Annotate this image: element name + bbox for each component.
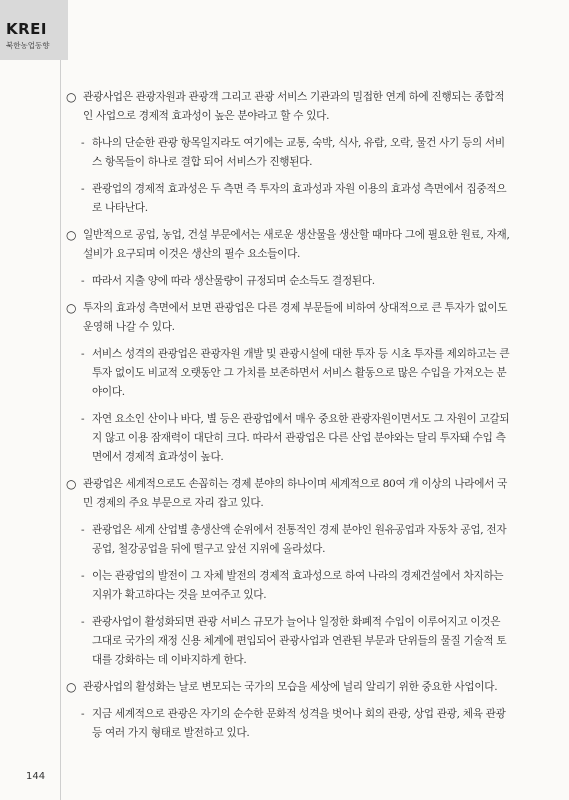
dash-bullet-icon: - <box>81 137 85 149</box>
sub-item <box>66 410 513 467</box>
dash-bullet-icon: - <box>81 570 85 582</box>
dash-bullet-icon: - <box>81 708 85 720</box>
circle-bullet-icon: ○ <box>66 90 77 104</box>
sub-item <box>66 180 513 218</box>
bullet-paragraph <box>66 475 513 513</box>
bullet-paragraph <box>66 678 513 697</box>
bullet-paragraph <box>66 88 513 126</box>
sub-item-text: 지금 세계적으로 관광은 자기의 순수한 문화적 성격을 벗어나 회의 관광, 상업 관광, 체육 관광 등 여러 가지 형태로 발전하고 있다. <box>92 708 506 739</box>
bullet-paragraph <box>66 299 513 337</box>
dash-bullet-icon: - <box>81 275 85 287</box>
dash-bullet-icon: - <box>81 183 85 195</box>
brand-logo-text: KREI <box>6 20 48 38</box>
dash-bullet-icon: - <box>81 616 85 628</box>
sub-item <box>66 705 513 743</box>
sub-item-text: 따라서 지출 양에 따라 생산물량이 규정되며 순소득도 결정된다. <box>92 275 375 287</box>
dash-bullet-icon: - <box>81 413 85 425</box>
sub-item-text: 하나의 단순한 관광 항목일지라도 여기에는 교통, 숙박, 식사, 유람, 오락, 물건 사기 등의 서비스 항목들이 하나로 결합 되어 서비스가 진행된다. <box>92 137 505 168</box>
sub-item <box>66 134 513 172</box>
circle-bullet-icon: ○ <box>66 301 77 315</box>
sub-item-text: 관광사업이 활성화되면 관광 서비스 규모가 늘어나 일정한 화폐적 수입이 이루어지고 이것은 그대로 국가의 재정 신용 체계에 편입되어 관광사업과 연관된 부문과 단위들의 물질 기술적 토대를 강화하는 데 이바지하게 한다. <box>92 616 507 666</box>
sub-item <box>66 272 513 291</box>
sub-item <box>66 345 513 402</box>
header-tab <box>0 0 68 60</box>
circle-bullet-icon: ○ <box>66 680 77 694</box>
circle-bullet-icon: ○ <box>66 228 77 242</box>
circle-bullet-icon: ○ <box>66 477 77 491</box>
sub-item-text: 이는 관광업의 발전이 그 자체 발전의 경제적 효과성으로 하여 나라의 경제건설에서 차지하는 지위가 확고하다는 것을 보여주고 있다. <box>92 570 504 601</box>
sub-item <box>66 521 513 559</box>
page-number: 144 <box>26 771 46 782</box>
sub-item-text: 서비스 성격의 관광업은 관광자원 개발 및 관광시설에 대한 투자 등 시초 투자를 제외하고는 큰 투자 없이도 비교적 오랫동안 그 가치를 보존하면서 서비스 활동으로 많은 수입을 가져오는 분야이다. <box>92 348 510 398</box>
document-body <box>66 88 513 751</box>
dash-bullet-icon: - <box>81 348 85 360</box>
paragraph-text: 관광사업은 관광자원과 관광객 그리고 관광 서비스 기관과의 밀접한 연계 하에 진행되는 종합적인 사업으로 경제적 효과성이 높은 분야라고 할 수 있다. <box>83 91 505 122</box>
paragraph-text: 투자의 효과성 측면에서 보면 관광업은 다른 경제 부문들에 비하여 상대적으로 큰 투자가 없이도 운영해 나갈 수 있다. <box>83 302 508 333</box>
dash-bullet-icon: - <box>81 524 85 536</box>
sub-item <box>66 613 513 670</box>
paragraph-text: 관광업은 세계적으로도 손꼽히는 경제 분야의 하나이며 세계적으로 80여 개 이상의 나라에서 국민 경제의 주요 부문으로 자리 잡고 있다. <box>83 478 508 509</box>
sub-item <box>66 567 513 605</box>
sub-item-text: 관광업의 경제적 효과성은 두 측면 즉 투자의 효과성과 자원 이용의 효과성 측면에서 집중적으로 나타난다. <box>92 183 507 214</box>
sub-item-text: 관광업은 세계 산업별 총생산액 순위에서 전통적인 경제 분야인 원유공업과 자동차 공업, 전자공업, 철강공업을 뒤에 떨구고 앞선 지위에 올라섰다. <box>92 524 507 555</box>
paragraph-text: 관광사업의 활성화는 날로 변모되는 국가의 모습을 세상에 널리 알리기 위한 중요한 사업이다. <box>83 681 498 693</box>
publication-subtitle: 북한농업동향 <box>6 41 50 50</box>
margin-divider <box>60 60 61 800</box>
bullet-paragraph <box>66 226 513 264</box>
sub-item-text: 자연 요소인 산이나 바다, 별 등은 관광업에서 매우 중요한 관광자원이면서도 그 자원이 고갈되지 않고 이용 잠재력이 대단히 크다. 따라서 관광업은 다른 산업 분야와는 달리 투자돼 수입 측면에서 경제적 효과성이 높다. <box>92 413 510 463</box>
paragraph-text: 일반적으로 공업, 농업, 건설 부문에서는 새로운 생산물을 생산할 때마다 그에 필요한 원료, 자재, 설비가 요구되며 이것은 생산의 필수 요소들이다. <box>83 229 510 260</box>
